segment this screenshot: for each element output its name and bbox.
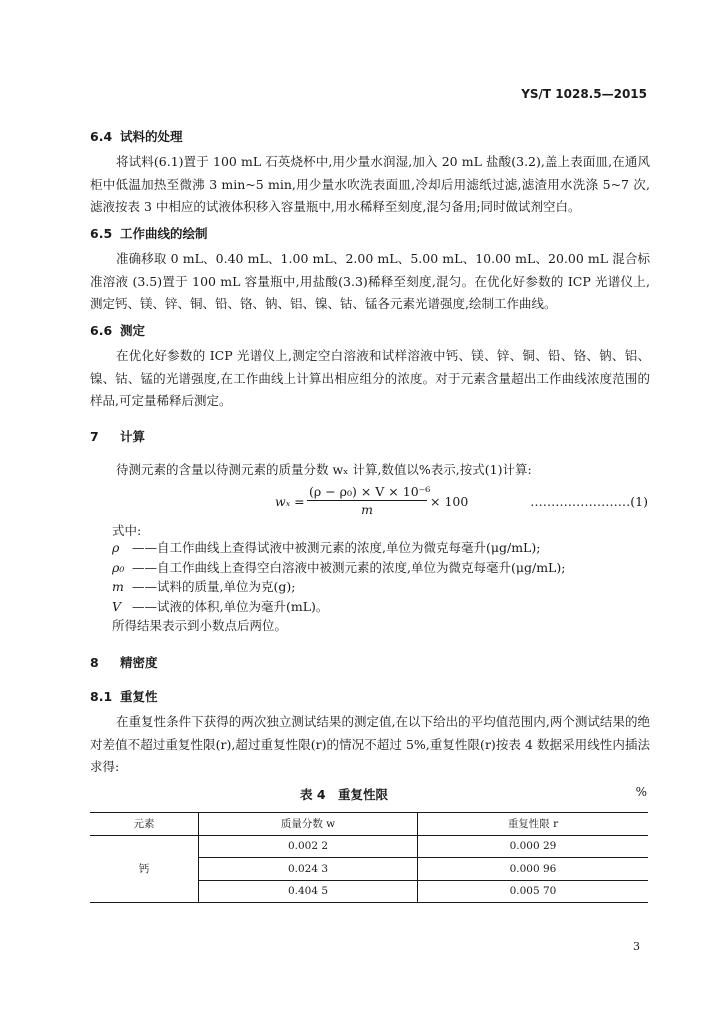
variable-description: ——自工作曲线上查得空白溶液中被测元素的浓度,单位为微克每毫升(μg/mL); [132, 560, 566, 575]
variable-definition [112, 538, 540, 556]
page-number: 3 [633, 940, 640, 953]
element-cell: 钙 [90, 835, 199, 903]
repeatability-table [90, 812, 648, 903]
variable-description: ——试液的体积,单位为毫升(mL)。 [132, 599, 329, 614]
section-number: 8 [90, 655, 99, 670]
section-number: 7 [90, 429, 99, 444]
section-title: 工作曲线的绘制 [120, 226, 208, 241]
section-6-6-paragraph: 在优化好参数的 ICP 光谱仪上,测定空白溶液和试样溶液中钙、镁、锌、铜、铅、铬、钠、铝、镍、钴、锰的光谱强度,在工作曲线上计算出相应组分的浓度。对于元素含量超出工作曲线浓度范围的样品,可定量稀释后测定。 [90, 348, 650, 408]
section-7-paragraph: 待测元素的含量以待测元素的质量分数 wₓ 计算,数值以%表示,按式(1)计算: [116, 462, 532, 477]
section-6-6-heading [90, 321, 145, 339]
section-title: 精密度 [120, 655, 158, 670]
section-number: 6.5 [90, 226, 113, 241]
variable-definition [112, 558, 565, 576]
section-6-4-heading [90, 127, 183, 145]
variable-description: ——试料的质量,单位为克(g); [132, 579, 296, 594]
section-8-heading [90, 653, 158, 671]
section-title: 试料的处理 [120, 129, 183, 144]
repeatability-cell: 0.000 96 [418, 858, 649, 881]
formula-lhs: wₓ = [275, 494, 305, 509]
section-6-4-paragraph: 将试料(6.1)置于 100 mL 石英烧杯中,用少量水润湿,加入 20 mL 盐酸(3.2),盖上表面皿,在通风柜中低温加热至微沸 3 min~5 min,用少量水吹洗表面皿,冷却后用滤纸过滤,滤渣用水洗涤 5~7 次,滤液按表 3 中相应的试液体积移入容量瓶中,用水稀释至刻度,混匀备用;同时做试剂空白。 [90, 154, 650, 214]
table-row [90, 835, 648, 858]
section-number: 6.4 [90, 129, 113, 144]
table-header-row [90, 813, 648, 836]
table-unit: % [635, 785, 647, 799]
mass-fraction-cell: 0.404 5 [199, 880, 418, 903]
section-title: 测定 [120, 323, 146, 338]
variable-symbol: m [112, 579, 124, 594]
formula-numerator: (ρ − ρ₀) × V × 10⁻⁶ [309, 484, 431, 499]
column-header: 元素 [90, 813, 199, 836]
section-number: 8.1 [90, 689, 113, 704]
section-title: 计算 [120, 429, 146, 444]
equation-number: ……………………(1) [530, 494, 648, 509]
section-8-1-heading [90, 687, 158, 705]
formula-multiplier: × 100 [430, 494, 469, 509]
repeatability-cell: 0.005 70 [418, 880, 649, 903]
section-title: 重复性 [120, 689, 158, 704]
variable-definition [112, 577, 295, 595]
variable-description: ——自工作曲线上查得试液中被测元素的浓度,单位为微克每毫升(μg/mL); [132, 540, 541, 555]
section-6-5-paragraph: 准确移取 0 mL、0.40 mL、1.00 mL、2.00 mL、5.00 mL、10.00 mL、20.00 mL 混合标准溶液 (3.5)置于 100 mL 容量瓶中,用盐酸(3.3)稀释至刻度,混匀。在优化好参数的 ICP 光谱仪上,测定钙、镁、锌、铜、铅、铬、钠、铝、镍、钴、锰各元素光谱强度,绘制工作曲线。 [90, 251, 650, 311]
column-header: 质量分数 w [199, 813, 418, 836]
section-number: 6.6 [90, 323, 113, 338]
variable-symbol: ρ [112, 540, 120, 555]
section-7-heading [90, 427, 145, 445]
section-8-1-paragraph: 在重复性条件下获得的两次独立测试结果的测定值,在以下给出的平均值范围内,两个测试结果的绝对差值不超过重复性限(r),超过重复性限(r)的情况不超过 5%,重复性限(r)按表 4 数据采用线性内插法求得: [90, 714, 650, 774]
mass-fraction-cell: 0.002 2 [199, 835, 418, 858]
variable-symbol: ρ₀ [112, 560, 125, 575]
section-6-5-heading [90, 224, 208, 242]
mass-fraction-cell: 0.024 3 [199, 858, 418, 881]
result-note: 所得结果表示到小数点后两位。 [112, 618, 288, 633]
formula-1 [275, 484, 475, 520]
repeatability-cell: 0.000 29 [418, 835, 649, 858]
where-label: 式中: [112, 523, 142, 538]
table-caption: 表 4 重复性限 [300, 787, 389, 802]
standard-number: YS/T 1028.5—2015 [521, 87, 647, 101]
variable-symbol: V [112, 599, 122, 614]
formula-denominator: m [361, 502, 373, 517]
column-header: 重复性限 r [418, 813, 649, 836]
formula-fraction [307, 484, 431, 517]
variable-definition [112, 597, 328, 615]
